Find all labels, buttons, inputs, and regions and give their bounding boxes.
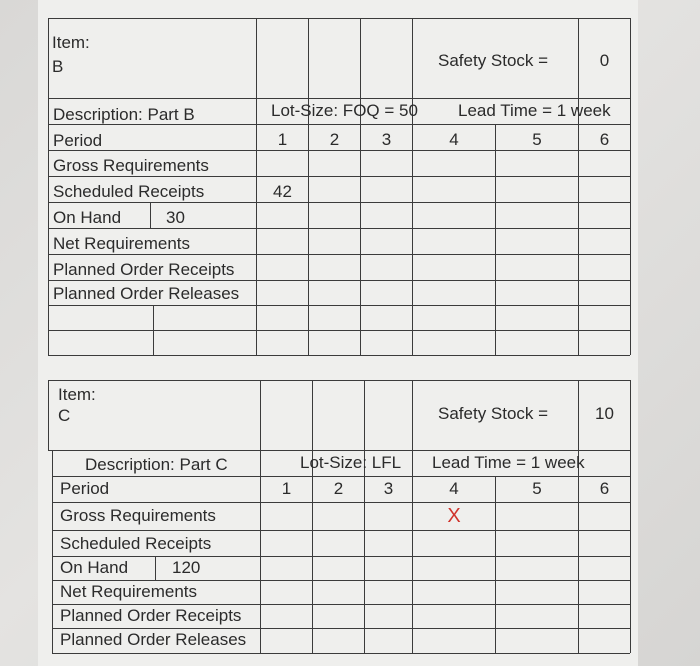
lot-size: Lot-Size: LFL bbox=[300, 453, 402, 472]
grid-line bbox=[52, 450, 53, 653]
row-label-gross-requirements: Gross Requirements bbox=[53, 156, 209, 175]
period-number: 2 bbox=[329, 130, 340, 149]
grid-line bbox=[312, 380, 313, 653]
row-label-on-hand: On Hand bbox=[53, 208, 122, 227]
grid-line bbox=[52, 502, 630, 503]
grid-line bbox=[48, 18, 630, 19]
row-label-planned-order-receipts: Planned Order Receipts bbox=[53, 260, 235, 279]
grid-line bbox=[495, 476, 496, 653]
grid-line bbox=[48, 18, 49, 355]
grid-line bbox=[48, 380, 630, 381]
row-label-gross-requirements: Gross Requirements bbox=[60, 506, 216, 525]
description: Description: Part B bbox=[53, 105, 195, 124]
on-hand-value: 120 bbox=[172, 558, 201, 577]
lead-time: Lead Time = 1 week bbox=[432, 453, 585, 472]
grid-line bbox=[153, 305, 154, 355]
grid-line bbox=[48, 176, 630, 177]
grid-line bbox=[48, 254, 630, 255]
grid-line bbox=[364, 380, 365, 653]
grid-line bbox=[48, 380, 49, 450]
grid-line bbox=[630, 380, 631, 653]
item-name: C bbox=[58, 406, 71, 425]
grid-line bbox=[48, 330, 630, 331]
grid-line bbox=[360, 18, 361, 355]
grid-line bbox=[52, 556, 630, 557]
grid-line bbox=[412, 18, 413, 355]
lead-time: Lead Time = 1 week bbox=[458, 101, 611, 120]
item-label: Item: bbox=[52, 33, 90, 52]
grid-line bbox=[52, 476, 630, 477]
grid-line bbox=[48, 202, 630, 203]
safety-stock-label: Safety Stock = bbox=[438, 51, 549, 70]
row-label-on-hand: On Hand bbox=[60, 558, 129, 577]
period-number: 2 bbox=[333, 479, 344, 498]
mrp-worksheet bbox=[38, 0, 638, 666]
row-label-period: Period bbox=[60, 479, 110, 498]
lot-size: Lot-Size: FOQ = 50 bbox=[271, 101, 418, 120]
grid-line bbox=[52, 653, 630, 654]
period-number: 1 bbox=[281, 479, 292, 498]
row-label-scheduled-receipts: Scheduled Receipts bbox=[60, 534, 212, 553]
item-label: Item: bbox=[58, 385, 96, 404]
grid-line bbox=[155, 556, 156, 580]
row-label-planned-order-releases: Planned Order Releases bbox=[60, 630, 247, 649]
row-label-net-requirements: Net Requirements bbox=[60, 582, 198, 601]
row-label-net-requirements: Net Requirements bbox=[53, 234, 191, 253]
on-hand-value: 30 bbox=[166, 208, 185, 227]
grid-line bbox=[48, 280, 630, 281]
grid-line bbox=[150, 202, 151, 228]
period-number: 4 bbox=[449, 130, 459, 149]
period-number: 1 bbox=[277, 130, 288, 149]
period-number: 3 bbox=[383, 479, 394, 498]
grid-line bbox=[495, 124, 496, 355]
row-label-period: Period bbox=[53, 131, 103, 150]
grid-line bbox=[48, 355, 630, 356]
period-number: 6 bbox=[599, 130, 610, 149]
row-label-scheduled-receipts: Scheduled Receipts bbox=[53, 182, 205, 201]
safety-stock-value: 0 bbox=[599, 51, 610, 70]
row-label-planned-order-releases: Planned Order Releases bbox=[53, 284, 240, 303]
grid-line bbox=[48, 228, 630, 229]
grid-line bbox=[630, 18, 631, 355]
item-name: B bbox=[52, 57, 64, 76]
description: Description: Part C bbox=[85, 455, 228, 474]
grid-line bbox=[48, 305, 630, 306]
period-number: 5 bbox=[532, 479, 542, 498]
gross-requirement-mark: X bbox=[447, 505, 461, 527]
grid-line bbox=[308, 18, 309, 355]
grid-line bbox=[260, 380, 261, 653]
period-number: 5 bbox=[532, 130, 542, 149]
grid-line bbox=[48, 450, 630, 451]
period-number: 3 bbox=[381, 130, 392, 149]
safety-stock-value: 10 bbox=[595, 404, 614, 423]
safety-stock-label: Safety Stock = bbox=[438, 404, 549, 423]
grid-line bbox=[52, 530, 630, 531]
grid-line bbox=[48, 150, 630, 151]
grid-line bbox=[48, 98, 630, 99]
period-number: 6 bbox=[599, 479, 610, 498]
row-label-planned-order-receipts: Planned Order Receipts bbox=[60, 606, 242, 625]
scheduled-receipt-value: 42 bbox=[273, 182, 292, 201]
period-number: 4 bbox=[449, 479, 459, 498]
